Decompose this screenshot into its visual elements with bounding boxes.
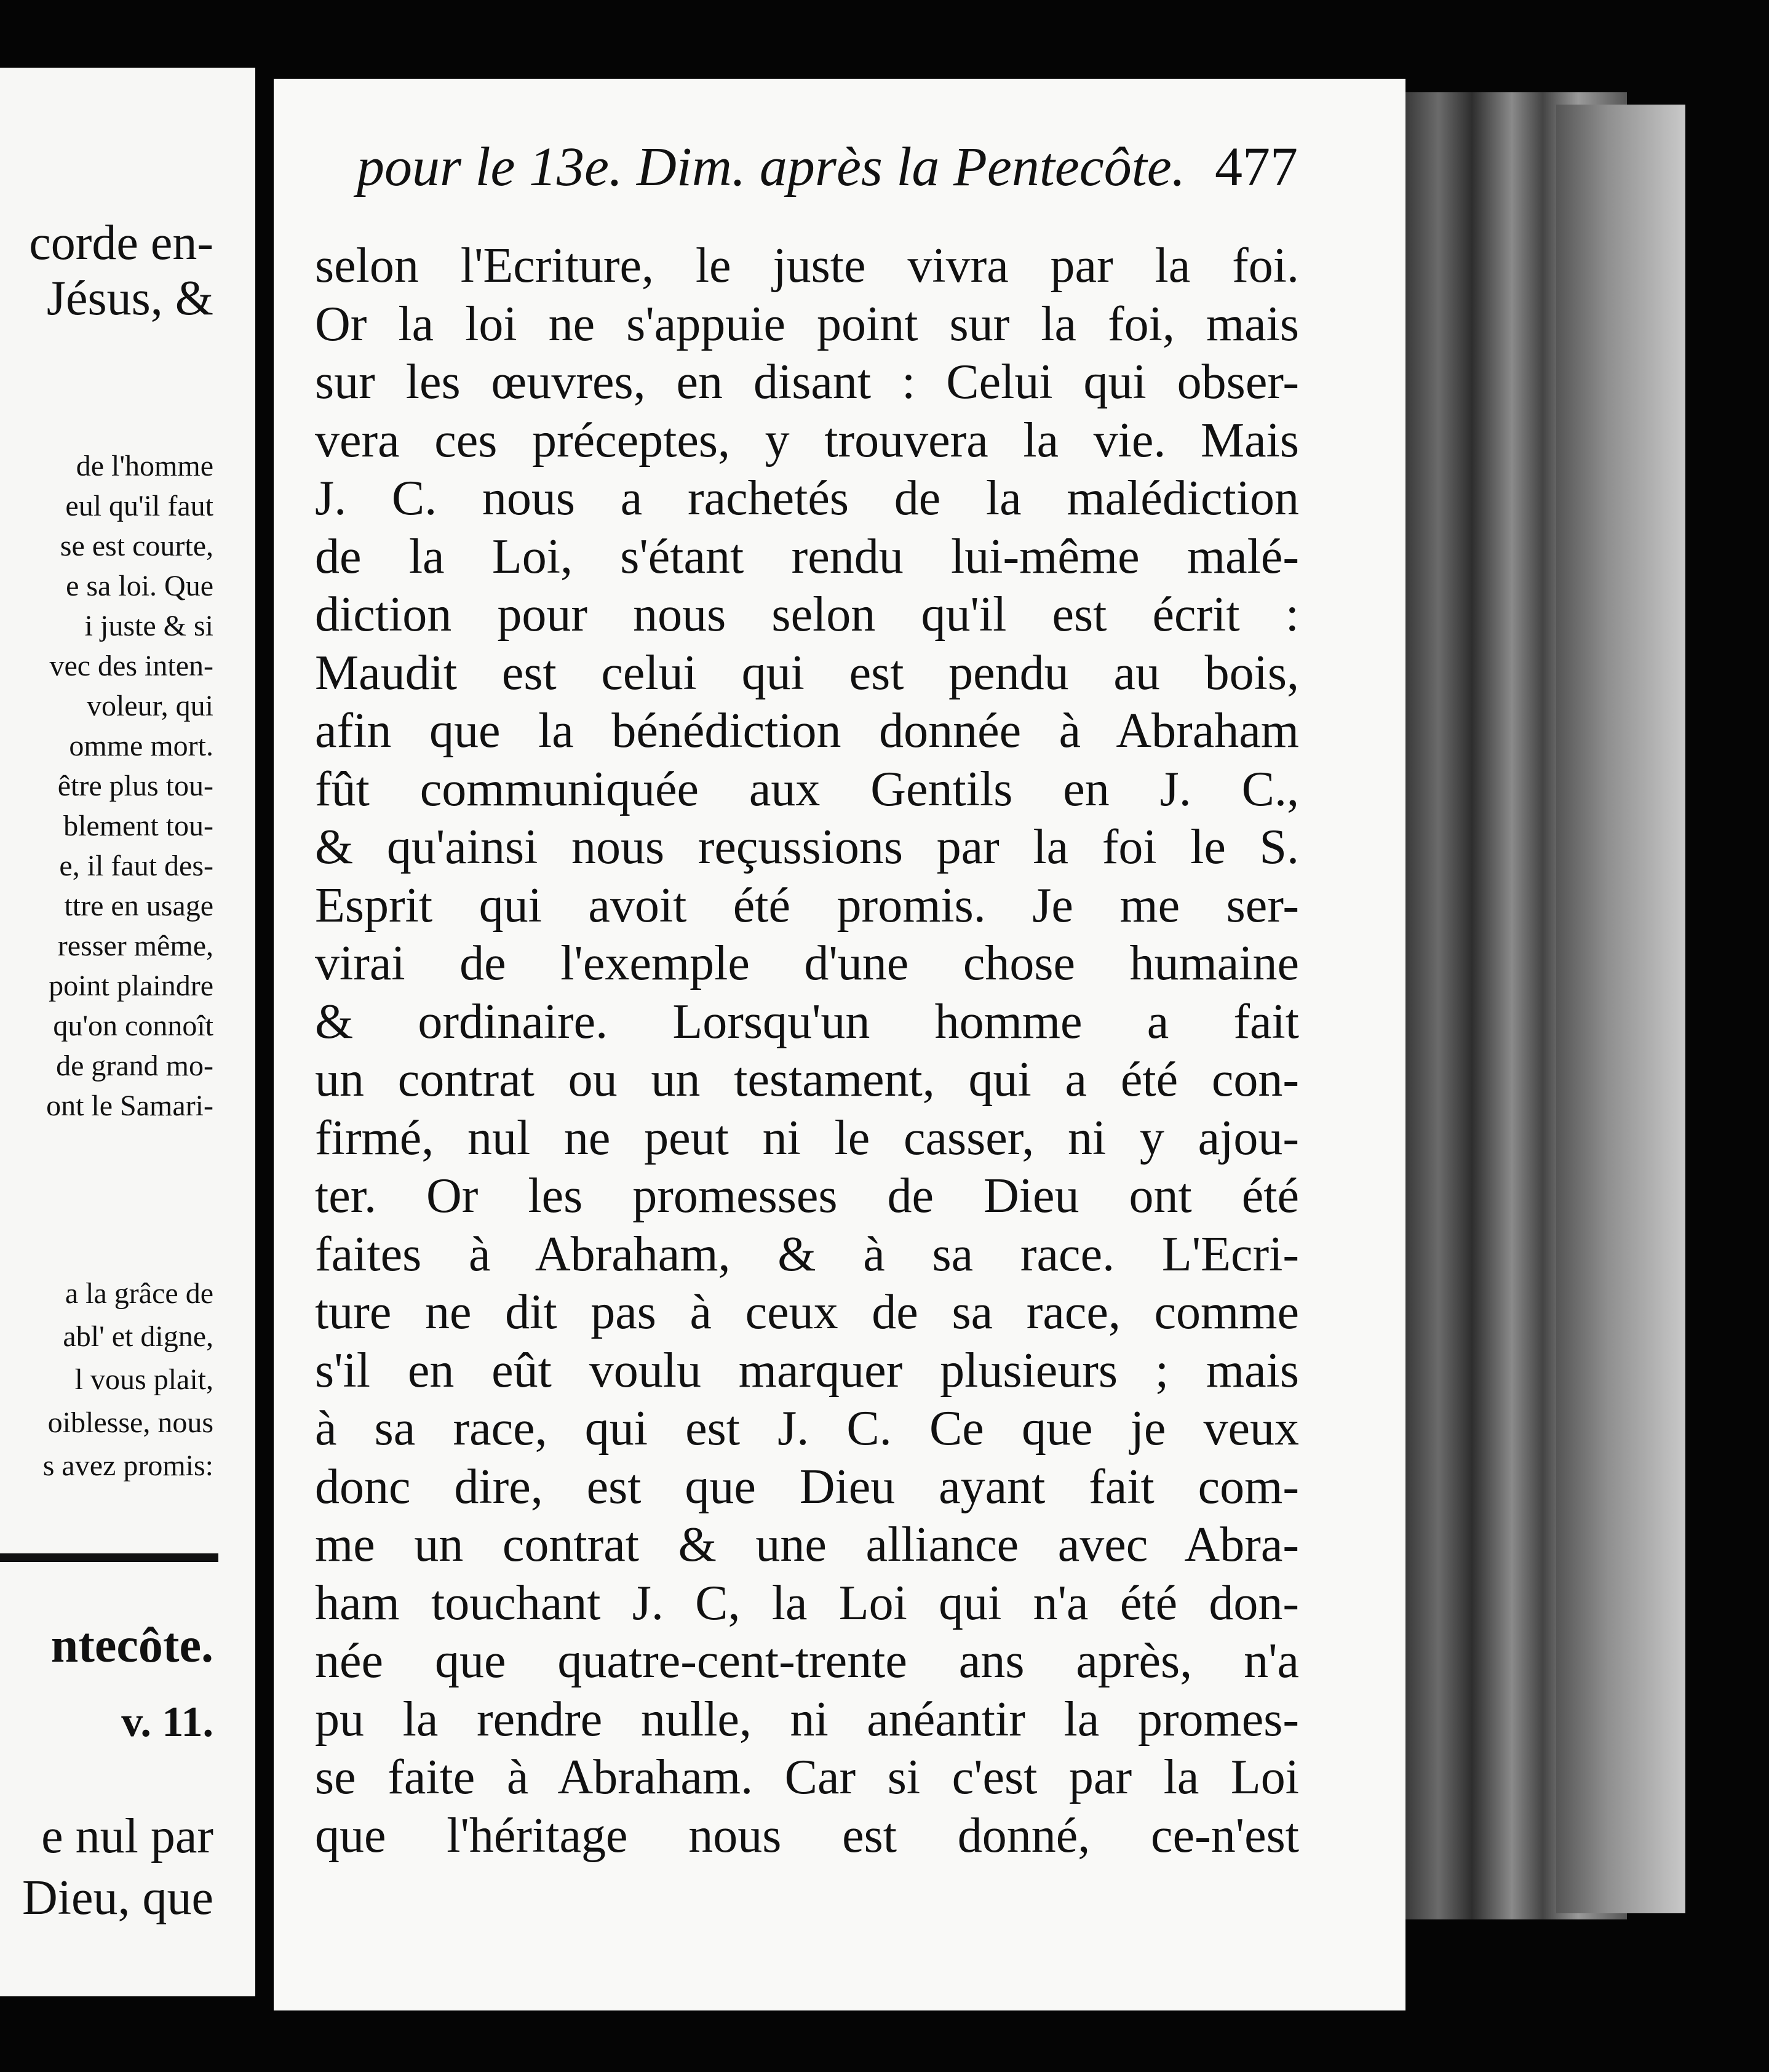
body-text (315, 237, 1299, 1865)
left-heading: ntecôte. (50, 1619, 213, 1673)
left-text-line: i juste & si (84, 610, 213, 642)
page-number: 477 (1215, 137, 1298, 197)
text-line: ture ne dit pas à ceux de sa race, comme (315, 1285, 1299, 1339)
left-text-line: Jésus, & (46, 271, 213, 325)
left-text-line: abl' et digne, (63, 1320, 213, 1353)
left-text-line: être plus tou- (57, 770, 213, 802)
running-head (357, 135, 1298, 221)
text-line: Esprit qui avoit été promis. Je me ser- (315, 878, 1299, 933)
left-text-line: Dieu, que (22, 1871, 213, 1925)
left-text-line: a la grâce de (65, 1277, 213, 1310)
text-line: & qu'ainsi nous reçussions par la foi le S. (315, 820, 1299, 874)
text-line: Or la loi ne s'appuie point sur la foi, mais (315, 297, 1299, 351)
text-line: à sa race, qui est J. C. Ce que je veux (315, 1401, 1299, 1456)
left-text-line: blement tou- (63, 810, 213, 842)
left-text-line: omme mort. (69, 730, 213, 762)
left-text-line: de l'homme (76, 450, 213, 482)
text-line: & ordinaire. Lorsqu'un homme a fait (315, 994, 1299, 1049)
left-text-line: s avez promis: (42, 1449, 213, 1482)
text-line: fût communiquée aux Gentils en J. C., (315, 762, 1299, 816)
text-line: de la Loi, s'étant rendu lui-même malé- (315, 529, 1299, 584)
left-text-line: qu'on connoît (53, 1010, 213, 1042)
text-line: vera ces préceptes, y trouvera la vie. Mais (315, 413, 1299, 468)
left-text-line: point plaindre (49, 970, 213, 1002)
text-line: ter. Or les promesses de Dieu ont été (315, 1169, 1299, 1223)
left-verse: v. 11. (121, 1699, 213, 1746)
text-line: firmé, nul ne peut ni le casser, ni y ajou- (315, 1110, 1299, 1165)
text-line: donc dire, est que Dieu ayant fait com- (315, 1459, 1299, 1514)
text-line: selon l'Ecriture, le juste vivra par la foi. (315, 239, 1299, 293)
gutter (255, 62, 274, 1999)
left-text-line: l vous plait, (74, 1363, 213, 1396)
left-text-line: corde en- (29, 216, 213, 270)
text-line: se faite à Abraham. Car si c'est par la Loi (315, 1750, 1299, 1804)
left-text-line: e nul par (41, 1809, 213, 1863)
book-cover-edge (1556, 105, 1685, 1913)
text-line: diction pour nous selon qu'il est écrit : (315, 588, 1299, 642)
text-line: virai de l'exemple d'une chose humaine (315, 936, 1299, 990)
left-text-line: voleur, qui (86, 690, 213, 722)
text-line: que l'héritage nous est donné, ce-n'est (315, 1808, 1299, 1863)
left-text-line: oiblesse, nous (47, 1406, 213, 1439)
left-text-line: se est courte, (60, 530, 213, 562)
running-title: pour le 13e. Dim. après la Pentecôte. (357, 137, 1186, 197)
text-line: J. C. nous a rachetés de la malédiction (315, 471, 1299, 525)
text-line: faites à Abraham, & à sa race. L'Ecri- (315, 1227, 1299, 1281)
left-text-line: resser même, (57, 930, 213, 962)
left-text-line: e sa loi. Que (66, 570, 213, 602)
left-text-line: de grand mo- (56, 1050, 213, 1082)
text-line: un contrat ou un testament, qui a été con- (315, 1053, 1299, 1107)
text-line: née que quatre-cent-trente ans après, n'a (315, 1634, 1299, 1688)
left-text-line: vec des inten- (49, 650, 213, 682)
text-line: s'il en eût voulu marquer plusieurs ; mais (315, 1343, 1299, 1398)
left-page (0, 68, 255, 1996)
text-line: sur les œuvres, en disant : Celui qui obser- (315, 355, 1299, 409)
section-rule (0, 1553, 218, 1562)
text-line: Maudit est celui qui est pendu au bois, (315, 645, 1299, 700)
text-line: afin que la bénédiction donnée à Abraham (315, 704, 1299, 758)
left-text-line: e, il faut des- (59, 850, 213, 882)
left-text-line: ttre en usage (64, 890, 213, 922)
text-line: me un contrat & une alliance avec Abra- (315, 1518, 1299, 1572)
left-text-line: eul qu'il faut (65, 490, 213, 522)
left-text-line: ont le Samari- (46, 1090, 213, 1122)
text-line: pu la rendre nulle, ni anéantir la promes- (315, 1692, 1299, 1747)
text-line: ham touchant J. C, la Loi qui n'a été don- (315, 1576, 1299, 1630)
